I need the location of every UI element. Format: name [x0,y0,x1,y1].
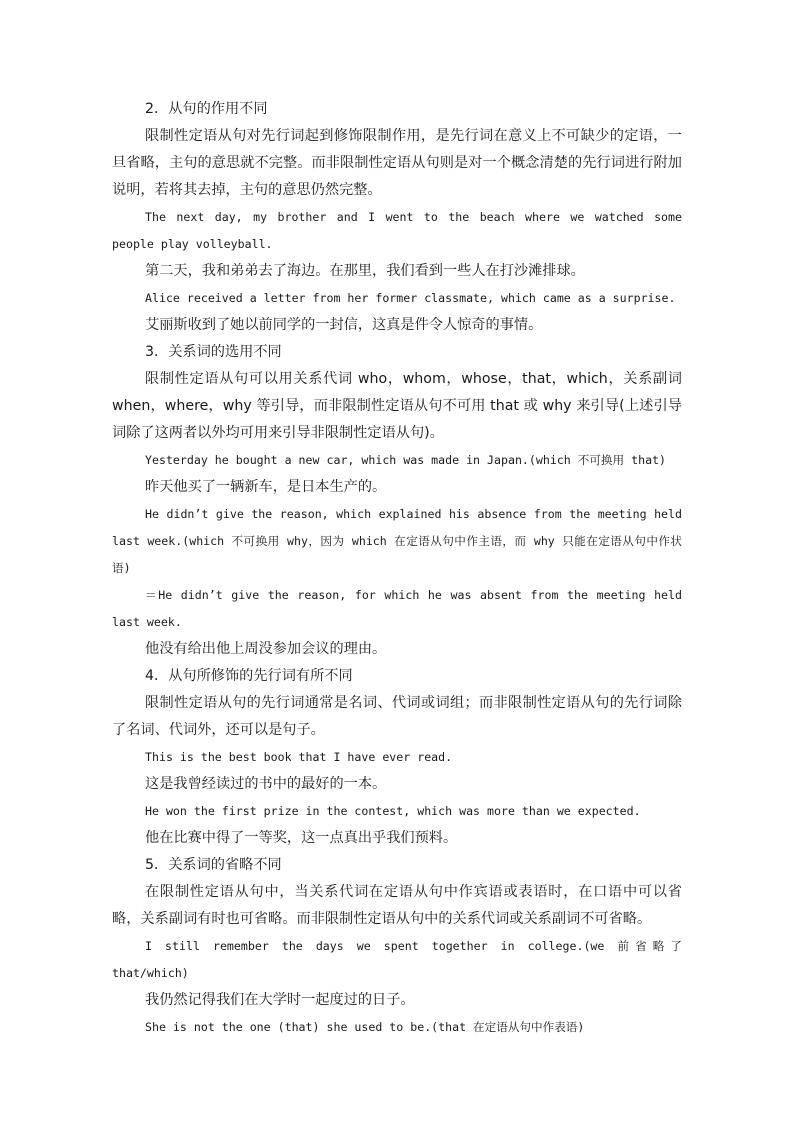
section-4-example-2-en: He won the first prize in the contest, which was more than we expected. [145,804,641,818]
section-heading-2: 2．从句的作用不同 [145,101,268,117]
section-4-example-1-cn: 这是我曾经读过的书中的最好的一本。 [145,776,387,792]
section-5-example-1-en: I still remember the days we spent together in college.(we 前省略了 that/which) [112,939,682,980]
section-3-paragraph: 限制性定语从句可以用关系代词 who，whom，whose，that，which，关系副词 when，where，why 等引导，而非限制性定语从句不可用 that 或 why 来引导(上述引导词除了这两者以外均可用来引导非限制性定语从句)。 [112,371,682,441]
section-heading-5: 5．关系词的省略不同 [145,857,282,873]
section-5-example-2-en: She is not the one (that) she used to be.(that 在定语从句中作表语) [145,1020,585,1034]
section-4-example-2-cn: 他在比赛中得了一等奖，这一点真出乎我们预料。 [145,830,458,846]
section-2-example-1-en: The next day, my brother and I went to the beach where we watched some people play volleyball. [112,210,682,251]
section-3-example-2-cn: 他没有给出他上周没参加会议的理由。 [145,641,387,657]
section-2-example-1-cn: 第二天，我和弟弟去了海边。在那里，我们看到一些人在打沙滩排球。 [145,263,585,279]
section-3-example-1-cn: 昨天他买了一辆新车，是日本生产的。 [145,479,387,495]
section-heading-3: 3．关系词的选用不同 [145,344,282,360]
section-heading-4: 4．从句所修饰的先行词有所不同 [145,668,353,684]
section-4-paragraph: 限制性定语从句的先行词通常是名词、代词或词组；而非限制性定语从句的先行词除了名词、代词外，还可以是句子。 [112,695,682,738]
section-4-example-1-en: This is the best book that I have ever read. [145,750,453,764]
section-2-example-2-cn: 艾丽斯收到了她以前同学的一封信，这真是件令人惊奇的事情。 [145,317,543,333]
section-3-example-2-en: He didn’t give the reason, which explained his absence from the meeting held last week.(which 不可换用 why，因为 which 在定语从句中作主语，而 why 只能在定语从句中作状语) [112,507,682,575]
section-5-paragraph: 在限制性定语从句中，当关系代词在定语从句中作宾语或表语时，在口语中可以省略，关系副词有时也可省略。而非限制性定语从句中的关系代词或关系副词不可省略。 [112,884,682,927]
section-5-example-1-cn: 我仍然记得我们在大学时一起度过的日子。 [145,992,415,1008]
section-3-example-2-alt: ＝He didn’t give the reason, for which he was absent from the meeting held last week. [112,588,682,629]
section-2-paragraph: 限制性定语从句对先行词起到修饰限制作用，是先行词在意义上不可缺少的定语，一旦省略，主句的意思就不完整。而非限制性定语从句则是对一个概念清楚的先行词进行附加说明，若将其去掉，主句的意思仍然完整。 [112,128,682,198]
section-2-example-2-en: Alice received a letter from her former classmate, which came as a surprise. [145,291,676,305]
section-3-example-1-en: Yesterday he bought a new car, which was made in Japan.(which 不可换用 that) [145,453,667,467]
document-body [112,96,682,1041]
